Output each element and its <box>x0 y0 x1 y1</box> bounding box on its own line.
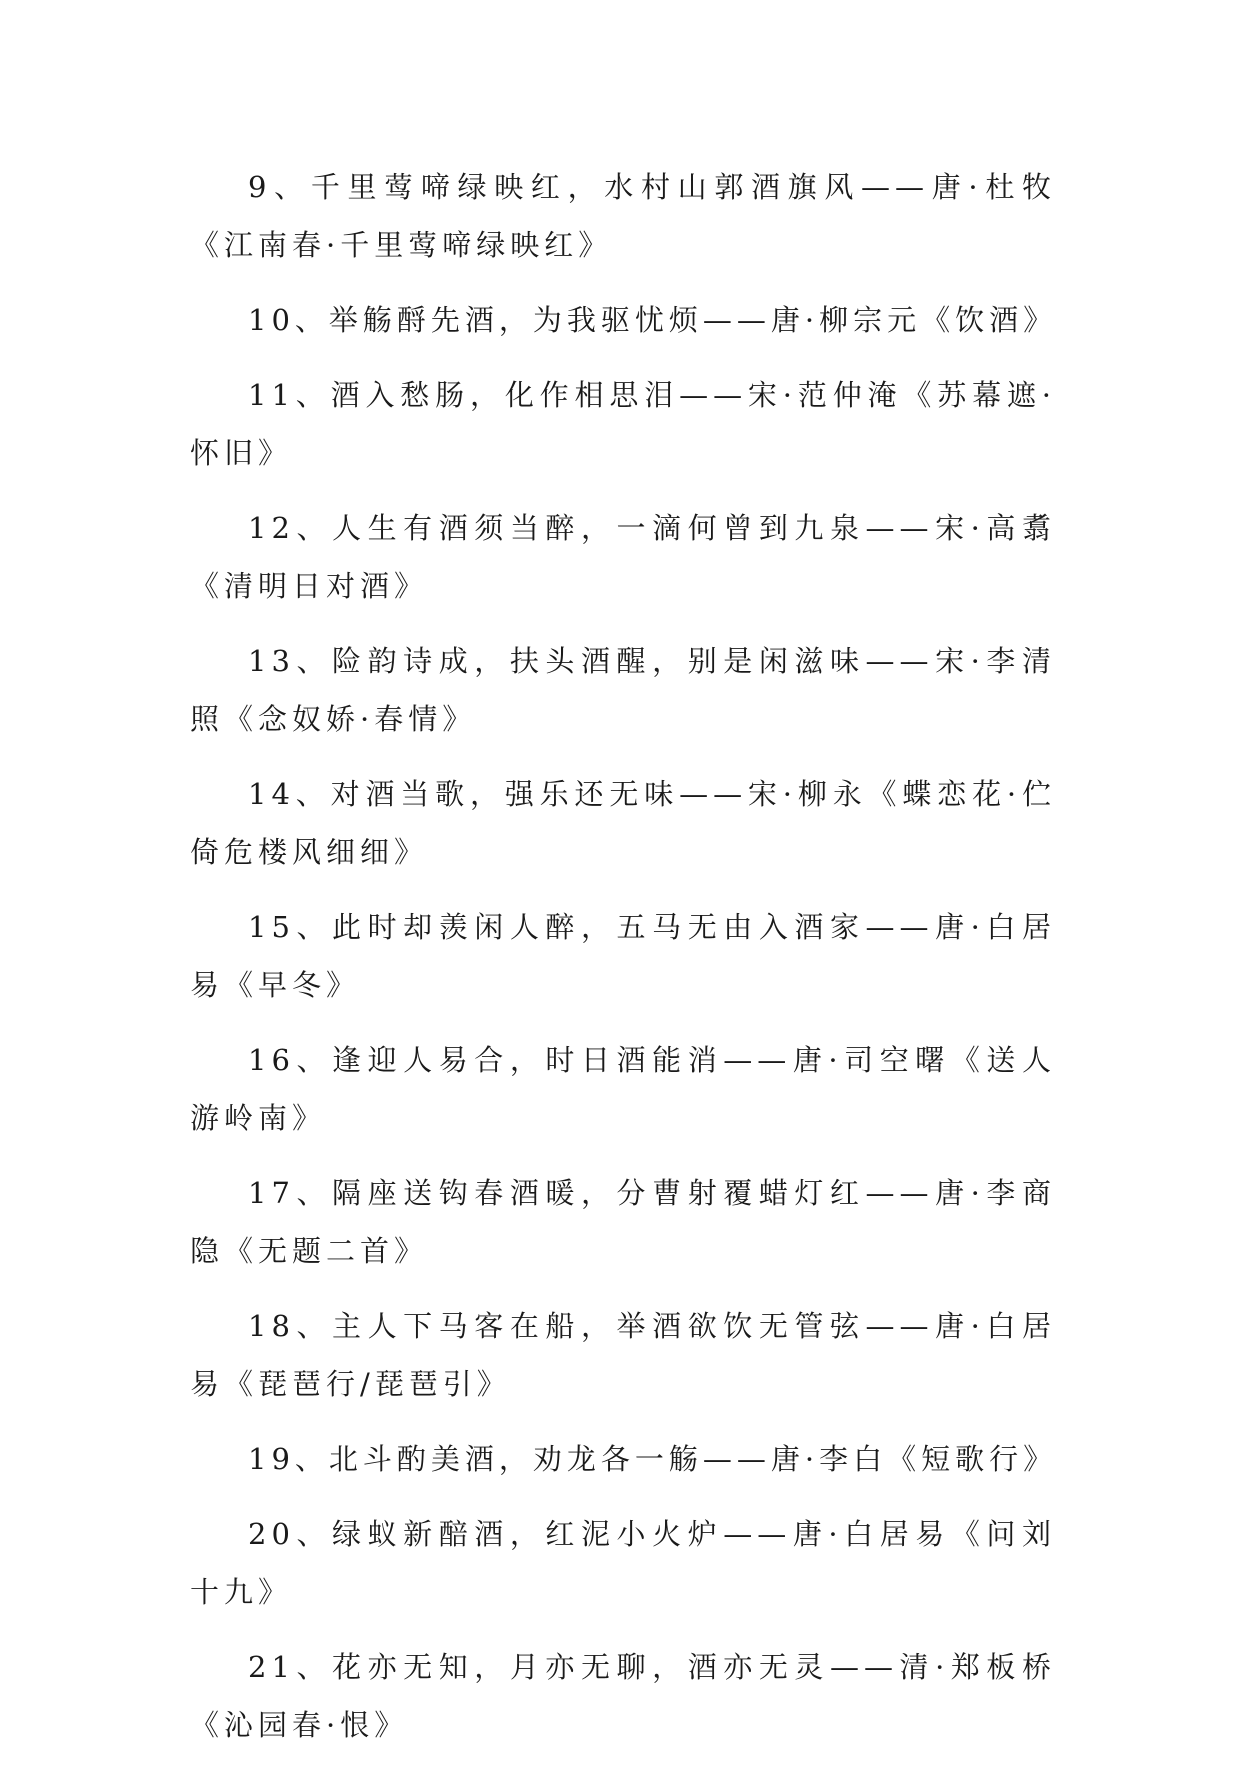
quote-paragraph: 12、人生有酒须当醉，一滴何曾到九泉——宋·高翥《清明日对酒》 <box>190 511 1056 603</box>
quote-paragraph: 13、险韵诗成，扶头酒醒，别是闲滋味——宋·李清照《念奴娇·春情》 <box>190 644 1056 736</box>
quote-paragraph: 19、北斗酌美酒，劝龙各一觞——唐·李白《短歌行》 <box>248 1442 1058 1476</box>
quote-paragraph: 21、花亦无知，月亦无聊，酒亦无灵——清·郑板桥《沁园春·恨》 <box>190 1650 1056 1742</box>
quote-paragraph: 18、主人下马客在船，举酒欲饮无管弦——唐·白居易《琵琶行/琵琶引》 <box>190 1309 1056 1401</box>
quote-paragraph: 14、对酒当歌，强乐还无味——宋·柳永《蝶恋花·伫倚危楼风细细》 <box>190 777 1056 869</box>
quote-paragraph: 10、举觞酹先酒，为我驱忧烦——唐·柳宗元《饮酒》 <box>248 303 1058 337</box>
quote-paragraph: 11、酒入愁肠，化作相思泪——宋·范仲淹《苏幕遮·怀旧》 <box>190 378 1056 470</box>
quote-paragraph: 9、千里莺啼绿映红，水村山郭酒旗风——唐·杜牧《江南春·千里莺啼绿映红》 <box>190 170 1056 262</box>
quote-paragraph: 15、此时却羡闲人醉，五马无由入酒家——唐·白居易《早冬》 <box>190 910 1056 1002</box>
quote-paragraph: 17、隔座送钩春酒暖，分曹射覆蜡灯红——唐·李商隐《无题二首》 <box>190 1176 1056 1268</box>
quote-paragraph: 20、绿蚁新醅酒，红泥小火炉——唐·白居易《问刘十九》 <box>190 1517 1056 1609</box>
quote-list <box>190 158 1056 1771</box>
quote-paragraph: 16、逢迎人易合，时日酒能消——唐·司空曙《送人游岭南》 <box>190 1043 1056 1135</box>
